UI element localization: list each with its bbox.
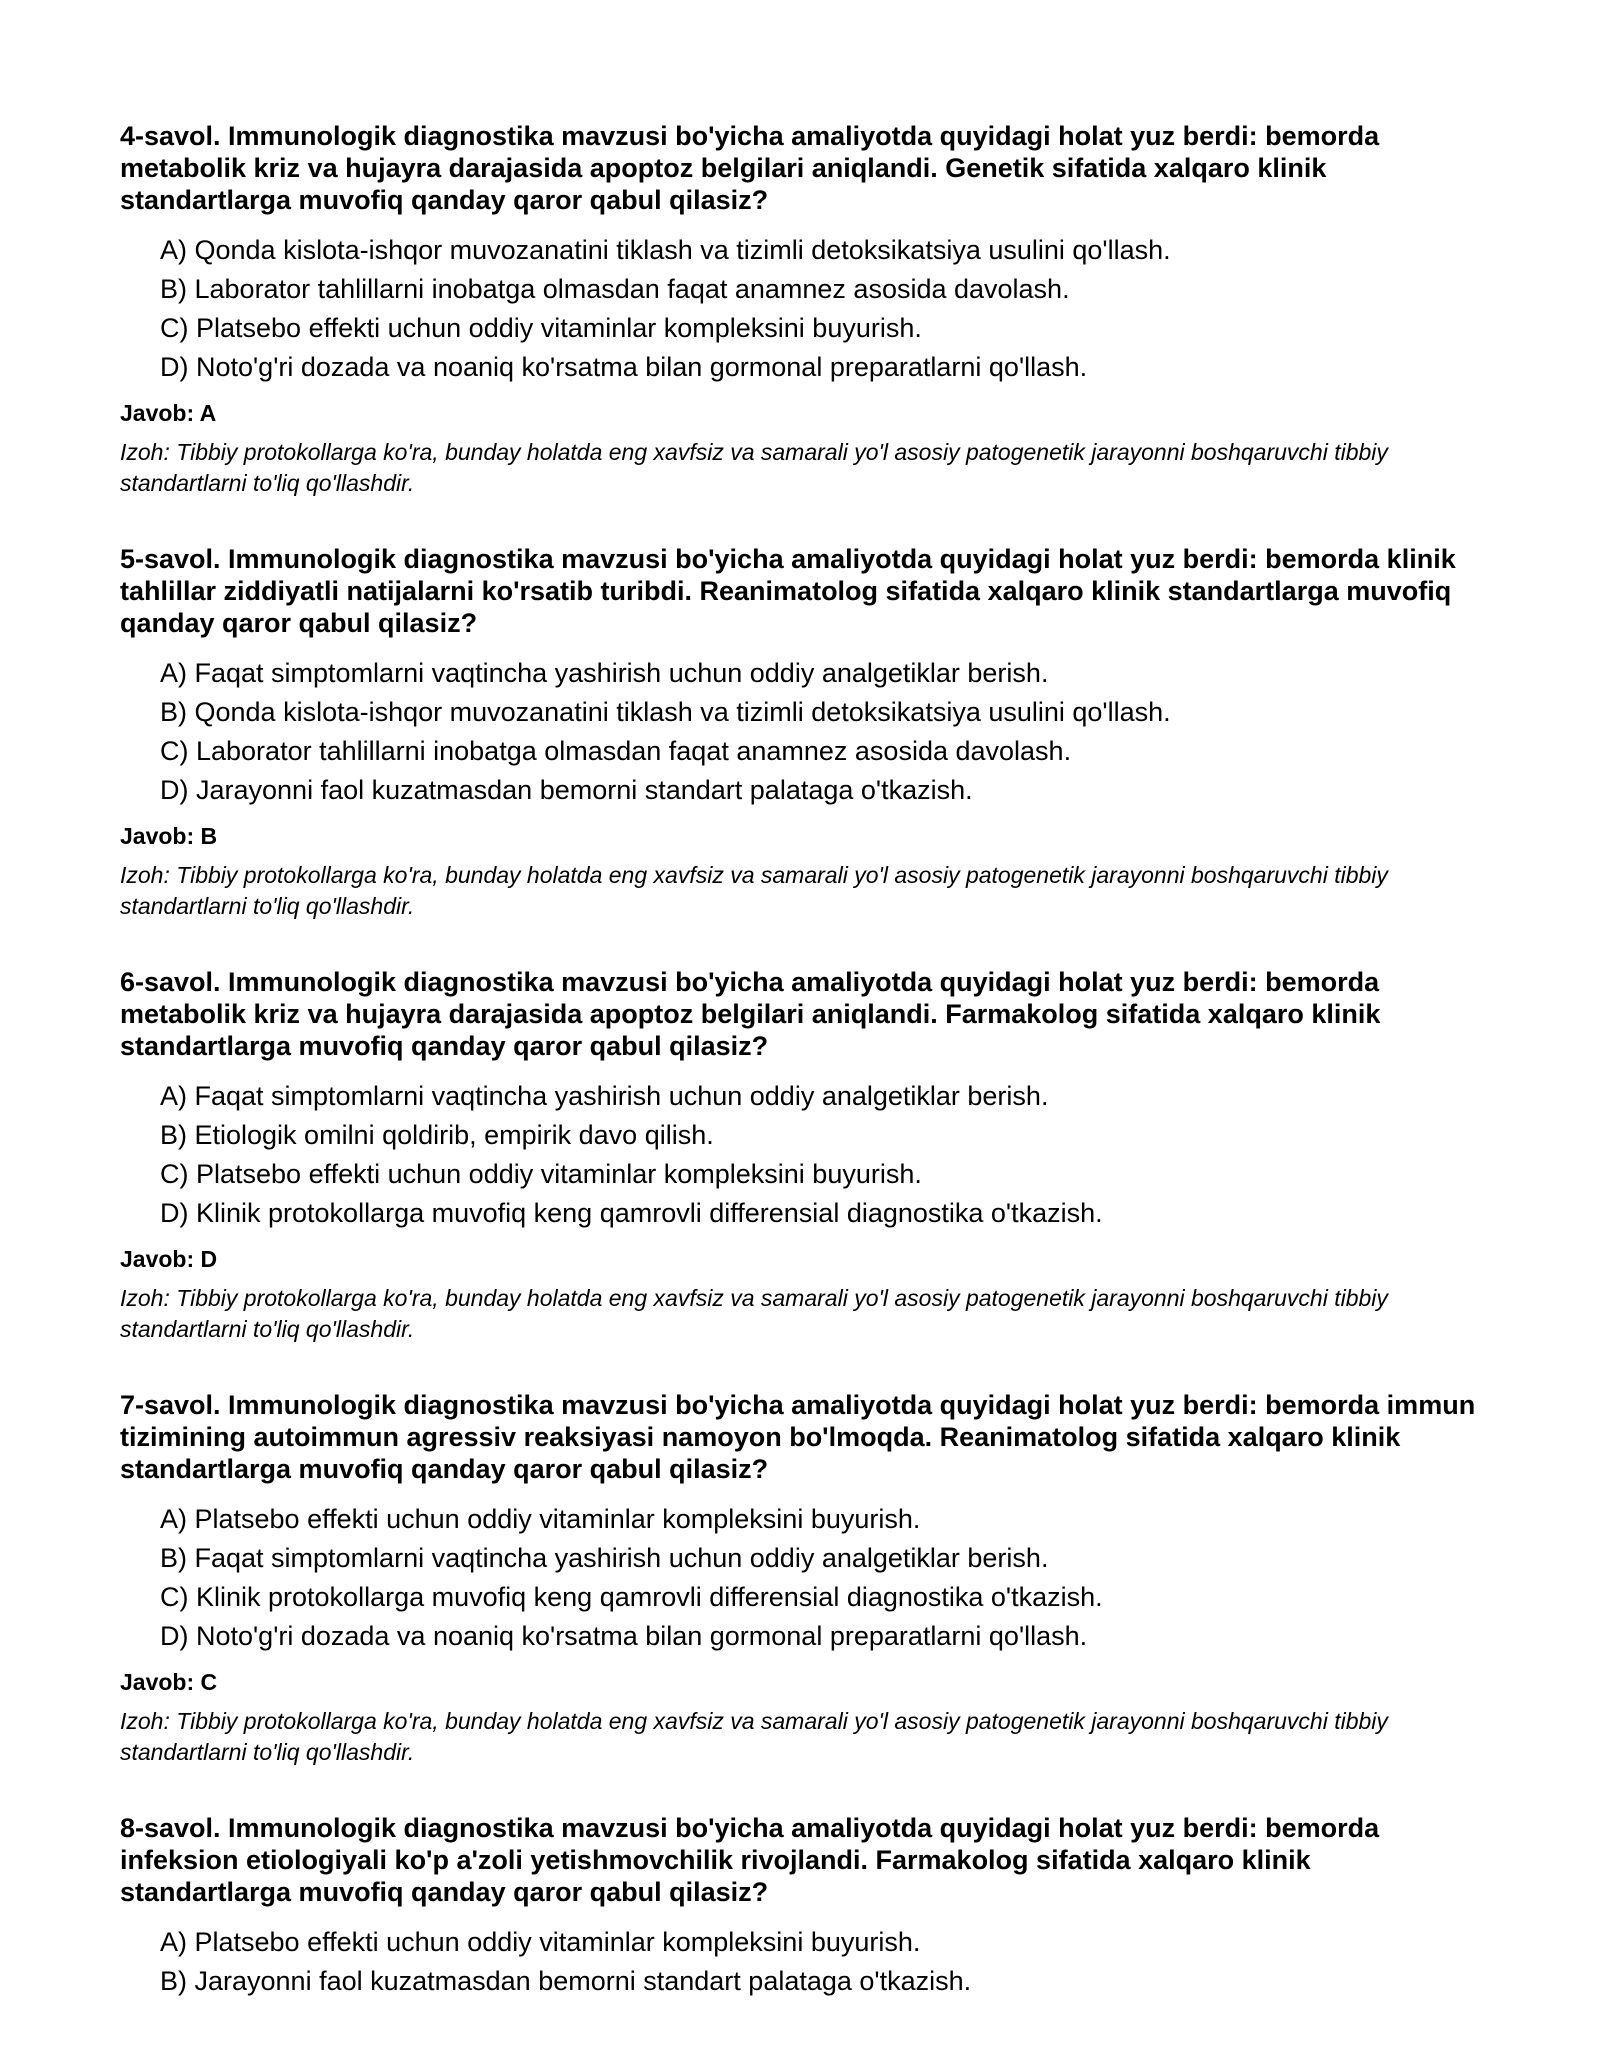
option-b: B) Faqat simptomlarni vaqtincha yashirish uchun oddiy analgetiklar berish. — [160, 1543, 1049, 1573]
option-b: B) Jarayonni faol kuzatmasdan bemorni standart palataga o'tkazish. — [160, 1966, 972, 1996]
answer-label: Javob: B — [120, 823, 218, 849]
explanation-text: Izoh: Tibbiy protokollarga ko'ra, bunday holatda eng xavfsiz va samarali yo'l asosiy patogenetik jarayonni boshqaruvchi tibbiy standartlarni to'liq qo'llashdir. — [120, 439, 1388, 496]
option-list — [120, 654, 1480, 810]
explanation-text: Izoh: Tibbiy protokollarga ko'ra, bunday holatda eng xavfsiz va samarali yo'l asosiy patogenetik jarayonni boshqaruvchi tibbiy standartlarni to'liq qo'llashdir. — [120, 862, 1388, 919]
explanation-text: Izoh: Tibbiy protokollarga ko'ra, bunday holatda eng xavfsiz va samarali yo'l asosiy patogenetik jarayonni boshqaruvchi tibbiy standartlarni to'liq qo'llashdir. — [120, 1708, 1388, 1765]
question-text: 8-savol. Immunologik diagnostika mavzusi bo'yicha amaliyotda quyidagi holat yuz berdi: bemorda infeksion etiologiyali ko'p a'zoli yetishmovchilik rivojlandi. Farmakolog sifatida xalqaro klinik standartlarga muvofiq qanday qaror qabul qilasiz? — [120, 1813, 1380, 1907]
option-a: A) Qonda kislota-ishqor muvozanatini tiklash va tizimli detoksikatsiya usulini qo'llash. — [160, 235, 1171, 265]
question-6 — [120, 966, 1480, 1345]
answer-label: Javob: A — [120, 400, 217, 426]
document-page — [120, 120, 1480, 2045]
option-d: D) Noto'g'ri dozada va noaniq ko'rsatma bilan gormonal preparatlarni qo'llash. — [160, 352, 1088, 382]
explanation-text: Izoh: Tibbiy protokollarga ko'ra, bunday holatda eng xavfsiz va samarali yo'l asosiy patogenetik jarayonni boshqaruvchi tibbiy standartlarni to'liq qo'llashdir. — [120, 1285, 1388, 1342]
option-d: D) Jarayonni faol kuzatmasdan bemorni standart palataga o'tkazish. — [160, 775, 973, 805]
option-b: B) Laborator tahlillarni inobatga olmasdan faqat anamnez asosida davolash. — [160, 274, 1070, 304]
option-list — [120, 1500, 1480, 1656]
answer-label: Javob: C — [120, 1669, 218, 1695]
question-text: 6-savol. Immunologik diagnostika mavzusi bo'yicha amaliyotda quyidagi holat yuz berdi: bemorda metabolik kriz va hujayra darajasida apoptoz belgilari aniqlandi. Farmakolog sifatida xalqaro klinik standartlarga muvofiq qanday qaror qabul qilasiz? — [120, 967, 1381, 1061]
question-5 — [120, 543, 1480, 922]
option-c: C) Klinik protokollarga muvofiq keng qamrovli differensial diagnostika o'tkazish. — [160, 1582, 1103, 1612]
option-c: C) Platsebo effekti uchun oddiy vitaminlar kompleksini buyurish. — [160, 313, 922, 343]
option-list — [120, 231, 1480, 387]
answer-label: Javob: D — [120, 1246, 218, 1272]
option-b: B) Qonda kislota-ishqor muvozanatini tiklash va tizimli detoksikatsiya usulini qo'llash. — [160, 697, 1171, 727]
option-a: A) Faqat simptomlarni vaqtincha yashirish uchun oddiy analgetiklar berish. — [160, 1081, 1049, 1111]
option-d: D) Klinik protokollarga muvofiq keng qamrovli differensial diagnostika o'tkazish. — [160, 1198, 1103, 1228]
question-4 — [120, 120, 1480, 499]
question-8 — [120, 1812, 1480, 2001]
question-text: 4-savol. Immunologik diagnostika mavzusi bo'yicha amaliyotda quyidagi holat yuz berdi: bemorda metabolik kriz va hujayra darajasida apoptoz belgilari aniqlandi. Genetik sifatida xalqaro klinik standartlarga muvofiq qanday qaror qabul qilasiz? — [120, 121, 1380, 215]
option-list — [120, 1077, 1480, 1233]
option-b: B) Etiologik omilni qoldirib, empirik davo qilish. — [160, 1120, 714, 1150]
question-text: 5-savol. Immunologik diagnostika mavzusi bo'yicha amaliyotda quyidagi holat yuz berdi: bemorda klinik tahlillar ziddiyatli natijalarni ko'rsatib turibdi. Reanimatolog sifatida xalqaro klinik standartlarga muvofiq qanday qaror qabul qilasiz? — [120, 544, 1456, 638]
option-c: C) Laborator tahlillarni inobatga olmasdan faqat anamnez asosida davolash. — [160, 736, 1072, 766]
option-a: A) Faqat simptomlarni vaqtincha yashirish uchun oddiy analgetiklar berish. — [160, 658, 1049, 688]
option-d: D) Noto'g'ri dozada va noaniq ko'rsatma bilan gormonal preparatlarni qo'llash. — [160, 1621, 1088, 1651]
option-c: C) Platsebo effekti uchun oddiy vitaminlar kompleksini buyurish. — [160, 1159, 922, 1189]
option-a: A) Platsebo effekti uchun oddiy vitaminlar kompleksini buyurish. — [160, 1927, 921, 1957]
option-a: A) Platsebo effekti uchun oddiy vitaminlar kompleksini buyurish. — [160, 1504, 921, 1534]
question-text: 7-savol. Immunologik diagnostika mavzusi bo'yicha amaliyotda quyidagi holat yuz berdi: bemorda immun tizimining autoimmun agressiv reaksiyasi namoyon bo'lmoqda. Reanimatolog sifatida xalqaro klinik standartlarga muvofiq qanday qaror qabul qilasiz? — [120, 1390, 1476, 1484]
option-list — [120, 1923, 1480, 2001]
question-7 — [120, 1389, 1480, 1768]
